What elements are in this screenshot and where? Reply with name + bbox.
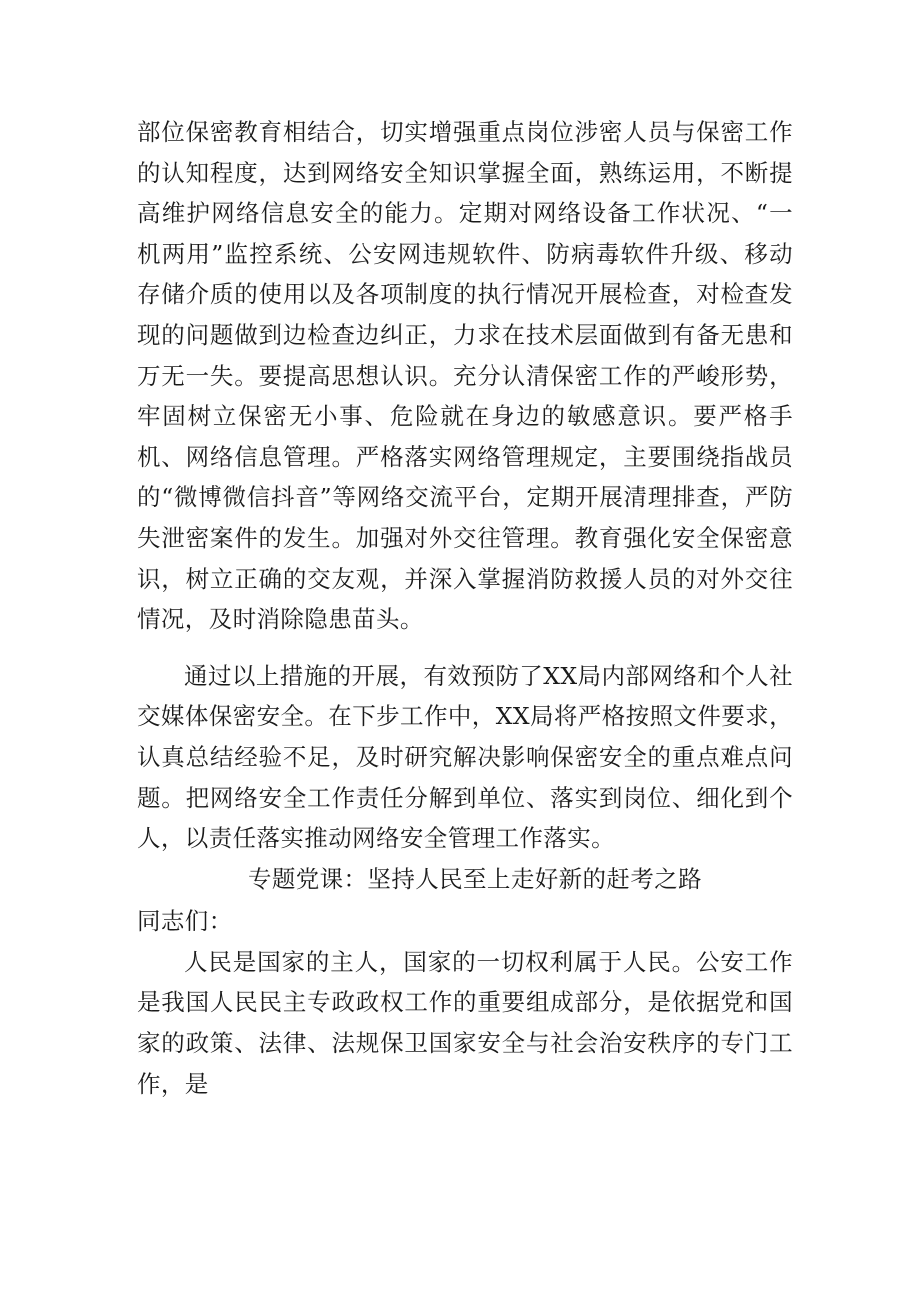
section-title: 专题党课：坚持人民至上走好新的赶考之路 <box>247 864 703 893</box>
document-page <box>137 112 793 1104</box>
body-paragraph-2: 通过以上措施的开展，有效预防了XX局内部网络和个人社交媒体保密安全。在下步工作中，XX局将严格按照文件要求，认真总结经验不足，及时研究解决影响保密安全的重点难点问题。把网络安全工作责任分解到单位、落实到岗位、细化到个人，以责任落实推动网络安全管理工作落实。 <box>137 661 793 853</box>
body-paragraph-1: 部位保密教育相结合，切实增强重点岗位涉密人员与保密工作的认知程度，达到网络安全知识掌握全面，熟练运用，不断提高维护网络信息安全的能力。定期对网络设备工作状况、“一机两用”监控系统、公安网违规软件、防病毒软件升级、移动存储介质的使用以及各项制度的执行情况开展检查，对检查发现的问题做到边检查边纠正，力求在技术层面做到有备无患和万无一失。要提高思想认识。充分认清保密工作的严峻形势，牢固树立保密无小事、危险就在身边的敏感意识。要严格手机、网络信息管理。严格落实网络管理规定，主要围绕指战员的“微博微信抖音”等网络交流平台，定期开展清理排查，严防失泄密案件的发生。加强对外交往管理。教育强化安全保密意识，树立正确的交友观，并深入掌握消防救援人员的对外交往情况，及时消除隐患苗头。 <box>137 118 793 634</box>
salutation: 同志们： <box>137 907 233 936</box>
body-paragraph-3: 人民是国家的主人，国家的一切权利属于人民。公安工作是我国人民民主专政政权工作的重要组成部分，是依据党和国家的政策、法律、法规保卫国家安全与社会治安秩序的专门工作，是 <box>137 947 793 1098</box>
